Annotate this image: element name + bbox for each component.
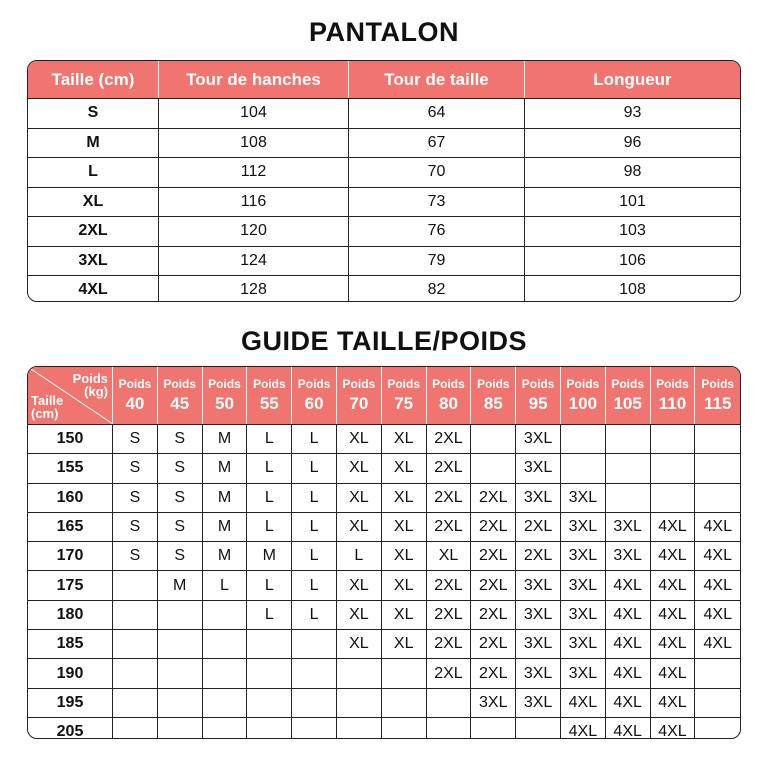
size-label-cell: 4XL bbox=[28, 275, 159, 302]
size-cell bbox=[113, 570, 158, 599]
size-cell bbox=[606, 424, 651, 453]
size-cell: 3XL bbox=[561, 541, 606, 570]
guide-row bbox=[28, 453, 740, 482]
size-cell bbox=[158, 717, 203, 739]
size-cell bbox=[247, 629, 292, 658]
size-cell: L bbox=[292, 453, 337, 482]
size-cell bbox=[158, 629, 203, 658]
size-cell: 2XL bbox=[471, 600, 516, 629]
height-label-cell: 185 bbox=[28, 629, 113, 658]
size-cell bbox=[203, 600, 248, 629]
size-cell bbox=[695, 453, 740, 482]
weight-header-value: 95 bbox=[528, 394, 548, 413]
measurement-cell: 73 bbox=[349, 187, 525, 217]
guide-row bbox=[28, 541, 740, 570]
size-cell: 2XL bbox=[427, 512, 472, 541]
size-cell bbox=[471, 717, 516, 739]
measurement-cell: 116 bbox=[159, 187, 349, 217]
size-cell bbox=[695, 688, 740, 717]
size-cell: XL bbox=[337, 570, 382, 599]
guide-header-row bbox=[28, 367, 740, 424]
weight-header-label: Poids bbox=[297, 377, 331, 391]
pantalon-header-row bbox=[28, 61, 740, 98]
guide-row bbox=[28, 424, 740, 453]
size-cell: XL bbox=[382, 570, 427, 599]
size-cell: M bbox=[247, 541, 292, 570]
size-cell: L bbox=[247, 483, 292, 512]
weight-column-header bbox=[695, 367, 740, 424]
corner-weight-label bbox=[73, 372, 108, 398]
weight-header-label: Poids bbox=[521, 377, 555, 391]
pantalon-row bbox=[28, 128, 740, 158]
weight-header-value: 60 bbox=[304, 394, 324, 413]
size-cell: 4XL bbox=[651, 629, 696, 658]
size-cell bbox=[292, 717, 337, 739]
measurement-cell: 106 bbox=[525, 246, 740, 276]
measurement-cell: 70 bbox=[349, 157, 525, 187]
measurement-cell: 108 bbox=[525, 275, 740, 302]
weight-header-value: 105 bbox=[613, 394, 642, 413]
size-cell: 4XL bbox=[695, 570, 740, 599]
size-cell bbox=[516, 717, 561, 739]
size-cell bbox=[292, 688, 337, 717]
size-cell bbox=[471, 424, 516, 453]
weight-header-label: Poids bbox=[118, 377, 152, 391]
size-cell: M bbox=[203, 512, 248, 541]
size-cell: XL bbox=[337, 483, 382, 512]
weight-column-header bbox=[516, 367, 561, 424]
guide-table-frame bbox=[27, 366, 741, 739]
size-cell: XL bbox=[382, 512, 427, 541]
size-cell bbox=[695, 717, 740, 739]
measurement-cell: 93 bbox=[525, 98, 740, 128]
size-label-cell: M bbox=[28, 128, 159, 158]
size-cell bbox=[561, 424, 606, 453]
size-cell bbox=[695, 483, 740, 512]
weight-header-value: 70 bbox=[349, 394, 369, 413]
size-cell: 4XL bbox=[651, 717, 696, 739]
height-label-cell: 170 bbox=[28, 541, 113, 570]
size-cell: L bbox=[292, 570, 337, 599]
size-cell: 4XL bbox=[561, 688, 606, 717]
size-cell: 2XL bbox=[427, 629, 472, 658]
size-cell: M bbox=[203, 453, 248, 482]
weight-column-header bbox=[203, 367, 248, 424]
corner-weight-unit: (kg) bbox=[84, 384, 108, 399]
size-cell: 2XL bbox=[427, 483, 472, 512]
size-cell bbox=[471, 453, 516, 482]
size-cell: XL bbox=[382, 541, 427, 570]
size-cell: S bbox=[113, 424, 158, 453]
size-cell: 4XL bbox=[606, 688, 651, 717]
measurement-cell: 96 bbox=[525, 128, 740, 158]
weight-header-label: Poids bbox=[342, 377, 376, 391]
weight-header-value: 110 bbox=[658, 394, 687, 413]
size-cell: L bbox=[247, 600, 292, 629]
height-label-cell: 150 bbox=[28, 424, 113, 453]
pantalon-size-table bbox=[28, 61, 740, 302]
size-cell: L bbox=[292, 541, 337, 570]
measurement-cell: 98 bbox=[525, 157, 740, 187]
guide-title: GUIDE TAILLE/POIDS bbox=[240, 326, 527, 356]
size-cell: L bbox=[203, 570, 248, 599]
size-cell: 4XL bbox=[695, 541, 740, 570]
size-cell: 4XL bbox=[606, 600, 651, 629]
size-cell bbox=[337, 717, 382, 739]
size-cell: 3XL bbox=[516, 570, 561, 599]
size-cell: 2XL bbox=[471, 570, 516, 599]
size-cell: 3XL bbox=[561, 629, 606, 658]
size-cell bbox=[203, 688, 248, 717]
size-cell bbox=[292, 658, 337, 687]
guide-row bbox=[28, 570, 740, 599]
size-cell: L bbox=[292, 424, 337, 453]
size-cell bbox=[158, 600, 203, 629]
size-cell bbox=[695, 424, 740, 453]
size-cell: 2XL bbox=[427, 424, 472, 453]
guide-row bbox=[28, 717, 740, 739]
size-label-cell: XL bbox=[28, 187, 159, 217]
pantalon-row bbox=[28, 275, 740, 302]
size-cell: 4XL bbox=[651, 600, 696, 629]
size-cell: L bbox=[247, 424, 292, 453]
measurement-cell: 104 bbox=[159, 98, 349, 128]
measurement-cell: 112 bbox=[159, 157, 349, 187]
size-cell: 4XL bbox=[606, 658, 651, 687]
size-cell: 2XL bbox=[471, 541, 516, 570]
size-cell: 2XL bbox=[471, 658, 516, 687]
size-cell: XL bbox=[382, 600, 427, 629]
size-cell: M bbox=[203, 424, 248, 453]
size-cell: XL bbox=[337, 629, 382, 658]
height-label-cell: 195 bbox=[28, 688, 113, 717]
size-cell bbox=[337, 658, 382, 687]
weight-column-header bbox=[292, 367, 337, 424]
size-cell bbox=[651, 483, 696, 512]
weight-header-label: Poids bbox=[656, 377, 689, 391]
size-cell bbox=[606, 483, 651, 512]
weight-header-label: Poids bbox=[476, 377, 510, 391]
height-label-cell: 205 bbox=[28, 717, 113, 739]
size-cell bbox=[427, 717, 472, 739]
weight-header-value: 85 bbox=[483, 394, 503, 413]
size-cell bbox=[427, 688, 472, 717]
size-cell bbox=[337, 688, 382, 717]
size-cell: 4XL bbox=[651, 658, 696, 687]
pantalon-table-frame bbox=[27, 60, 741, 302]
weight-column-header bbox=[651, 367, 696, 424]
height-label-cell: 160 bbox=[28, 483, 113, 512]
size-cell: XL bbox=[337, 512, 382, 541]
size-cell: L bbox=[247, 570, 292, 599]
size-cell: 2XL bbox=[427, 453, 472, 482]
size-cell bbox=[158, 688, 203, 717]
size-cell bbox=[113, 629, 158, 658]
size-cell: 2XL bbox=[516, 512, 561, 541]
size-cell: L bbox=[247, 512, 292, 541]
size-cell: S bbox=[113, 483, 158, 512]
measurement-cell: 108 bbox=[159, 128, 349, 158]
size-cell: 4XL bbox=[651, 541, 696, 570]
pantalon-title: PANTALON bbox=[309, 17, 459, 47]
size-cell: 3XL bbox=[606, 512, 651, 541]
weight-header-value: 100 bbox=[568, 394, 598, 413]
size-cell: 3XL bbox=[516, 658, 561, 687]
weight-header-label: Poids bbox=[566, 377, 600, 391]
weight-column-header bbox=[113, 367, 158, 424]
size-cell: 3XL bbox=[516, 424, 561, 453]
size-cell: 4XL bbox=[651, 570, 696, 599]
guide-row bbox=[28, 483, 740, 512]
measurement-cell: 67 bbox=[349, 128, 525, 158]
size-cell: XL bbox=[382, 424, 427, 453]
weight-column-header bbox=[382, 367, 427, 424]
size-cell: XL bbox=[382, 483, 427, 512]
measurement-cell: 101 bbox=[525, 187, 740, 217]
size-cell: XL bbox=[337, 453, 382, 482]
size-cell: 2XL bbox=[471, 512, 516, 541]
weight-column-header bbox=[247, 367, 292, 424]
size-cell bbox=[651, 453, 696, 482]
weight-column-header bbox=[427, 367, 472, 424]
size-cell bbox=[561, 453, 606, 482]
size-cell bbox=[203, 717, 248, 739]
size-cell: S bbox=[158, 483, 203, 512]
size-cell: 3XL bbox=[561, 600, 606, 629]
weight-header-label: Poids bbox=[163, 377, 197, 391]
guide-row bbox=[28, 512, 740, 541]
size-cell bbox=[247, 717, 292, 739]
measurement-cell: 64 bbox=[349, 98, 525, 128]
size-cell bbox=[113, 658, 158, 687]
height-label-cell: 180 bbox=[28, 600, 113, 629]
size-cell bbox=[695, 658, 740, 687]
measurement-cell: 120 bbox=[159, 216, 349, 246]
size-cell bbox=[113, 600, 158, 629]
size-label-cell: S bbox=[28, 98, 159, 128]
corner-height-unit: (cm) bbox=[31, 406, 59, 421]
size-cell: 3XL bbox=[561, 570, 606, 599]
size-label-cell: L bbox=[28, 157, 159, 187]
measurement-cell: 103 bbox=[525, 216, 740, 246]
guide-row bbox=[28, 658, 740, 687]
size-cell: 4XL bbox=[651, 688, 696, 717]
size-cell: S bbox=[158, 541, 203, 570]
size-cell bbox=[606, 453, 651, 482]
measurement-cell: 128 bbox=[159, 275, 349, 302]
size-cell bbox=[158, 658, 203, 687]
weight-header-label: Poids bbox=[387, 377, 421, 391]
size-cell: 3XL bbox=[516, 483, 561, 512]
pantalon-column-header: Tour de taille bbox=[349, 61, 525, 98]
height-label-cell: 165 bbox=[28, 512, 113, 541]
weight-header-label: Poids bbox=[432, 377, 465, 391]
size-cell bbox=[382, 717, 427, 739]
size-cell: M bbox=[203, 483, 248, 512]
size-cell: 2XL bbox=[427, 658, 472, 687]
size-cell: S bbox=[158, 424, 203, 453]
size-cell: 3XL bbox=[561, 512, 606, 541]
size-cell bbox=[292, 629, 337, 658]
measurement-cell: 76 bbox=[349, 216, 525, 246]
size-cell: L bbox=[337, 541, 382, 570]
guide-row bbox=[28, 600, 740, 629]
size-cell bbox=[113, 688, 158, 717]
size-cell: 3XL bbox=[516, 688, 561, 717]
height-label-cell: 175 bbox=[28, 570, 113, 599]
pantalon-row bbox=[28, 98, 740, 128]
size-cell: 3XL bbox=[606, 541, 651, 570]
weight-column-header bbox=[606, 367, 651, 424]
pantalon-column-header: Longueur bbox=[525, 61, 740, 98]
size-cell: M bbox=[158, 570, 203, 599]
size-cell bbox=[247, 688, 292, 717]
measurement-cell: 82 bbox=[349, 275, 525, 302]
guide-row bbox=[28, 629, 740, 658]
guide-size-weight-table bbox=[28, 367, 740, 739]
weight-header-value: 45 bbox=[170, 394, 190, 413]
weight-header-label: Poids bbox=[611, 377, 644, 391]
pantalon-column-header: Tour de hanches bbox=[159, 61, 349, 98]
guide-corner-cell bbox=[28, 367, 113, 424]
size-cell: 2XL bbox=[427, 600, 472, 629]
weight-header-value: 75 bbox=[394, 394, 414, 413]
weight-header-value: 50 bbox=[215, 394, 234, 413]
size-cell: S bbox=[113, 453, 158, 482]
size-cell: 4XL bbox=[695, 629, 740, 658]
height-label-cell: 190 bbox=[28, 658, 113, 687]
weight-header-label: Poids bbox=[701, 377, 735, 391]
size-cell: 2XL bbox=[471, 629, 516, 658]
height-label-cell: 155 bbox=[28, 453, 113, 482]
weight-header-value: 55 bbox=[259, 394, 279, 413]
size-cell: 3XL bbox=[516, 629, 561, 658]
size-cell bbox=[382, 658, 427, 687]
pantalon-column-header: Taille (cm) bbox=[28, 61, 159, 98]
size-cell: 3XL bbox=[471, 688, 516, 717]
weight-header-value: 40 bbox=[125, 394, 145, 413]
corner-height-text: Taille bbox=[31, 393, 64, 408]
weight-column-header bbox=[158, 367, 203, 424]
size-label-cell: 3XL bbox=[28, 246, 159, 276]
measurement-cell: 79 bbox=[349, 246, 525, 276]
size-cell: L bbox=[292, 600, 337, 629]
size-cell: XL bbox=[382, 453, 427, 482]
pantalon-row bbox=[28, 187, 740, 217]
size-cell: S bbox=[113, 512, 158, 541]
weight-header-value: 115 bbox=[704, 394, 732, 413]
measurement-cell: 124 bbox=[159, 246, 349, 276]
size-cell: XL bbox=[427, 541, 472, 570]
size-cell: 3XL bbox=[561, 658, 606, 687]
size-cell: L bbox=[292, 483, 337, 512]
size-cell: XL bbox=[337, 600, 382, 629]
size-cell: M bbox=[203, 541, 248, 570]
size-cell: 4XL bbox=[561, 717, 606, 739]
size-cell: 2XL bbox=[471, 483, 516, 512]
corner-weight-text: Poids bbox=[72, 371, 108, 386]
size-cell: 4XL bbox=[695, 512, 740, 541]
size-cell: XL bbox=[337, 424, 382, 453]
size-cell bbox=[113, 717, 158, 739]
pantalon-row bbox=[28, 216, 740, 246]
size-cell: 3XL bbox=[516, 600, 561, 629]
size-cell: 4XL bbox=[606, 629, 651, 658]
weight-column-header bbox=[561, 367, 606, 424]
weight-header-label: Poids bbox=[208, 377, 241, 391]
size-label-cell: 2XL bbox=[28, 216, 159, 246]
corner-height-label bbox=[31, 394, 63, 420]
size-cell bbox=[651, 424, 696, 453]
size-cell: XL bbox=[382, 629, 427, 658]
pantalon-row bbox=[28, 157, 740, 187]
weight-header-value: 80 bbox=[439, 394, 458, 413]
size-cell bbox=[203, 658, 248, 687]
weight-header-label: Poids bbox=[252, 377, 286, 391]
weight-column-header bbox=[337, 367, 382, 424]
size-cell: 4XL bbox=[606, 570, 651, 599]
size-cell: S bbox=[158, 512, 203, 541]
size-cell: 2XL bbox=[427, 570, 472, 599]
size-cell bbox=[247, 658, 292, 687]
size-cell: 3XL bbox=[516, 453, 561, 482]
size-cell: 4XL bbox=[695, 600, 740, 629]
size-cell: 2XL bbox=[516, 541, 561, 570]
size-cell: 3XL bbox=[561, 483, 606, 512]
size-cell: S bbox=[113, 541, 158, 570]
weight-column-header bbox=[471, 367, 516, 424]
size-cell: S bbox=[158, 453, 203, 482]
size-cell: 4XL bbox=[651, 512, 696, 541]
size-cell: L bbox=[292, 512, 337, 541]
size-cell bbox=[203, 629, 248, 658]
pantalon-row bbox=[28, 246, 740, 276]
size-cell: L bbox=[247, 453, 292, 482]
size-cell bbox=[382, 688, 427, 717]
size-cell: 4XL bbox=[606, 717, 651, 739]
guide-row bbox=[28, 688, 740, 717]
